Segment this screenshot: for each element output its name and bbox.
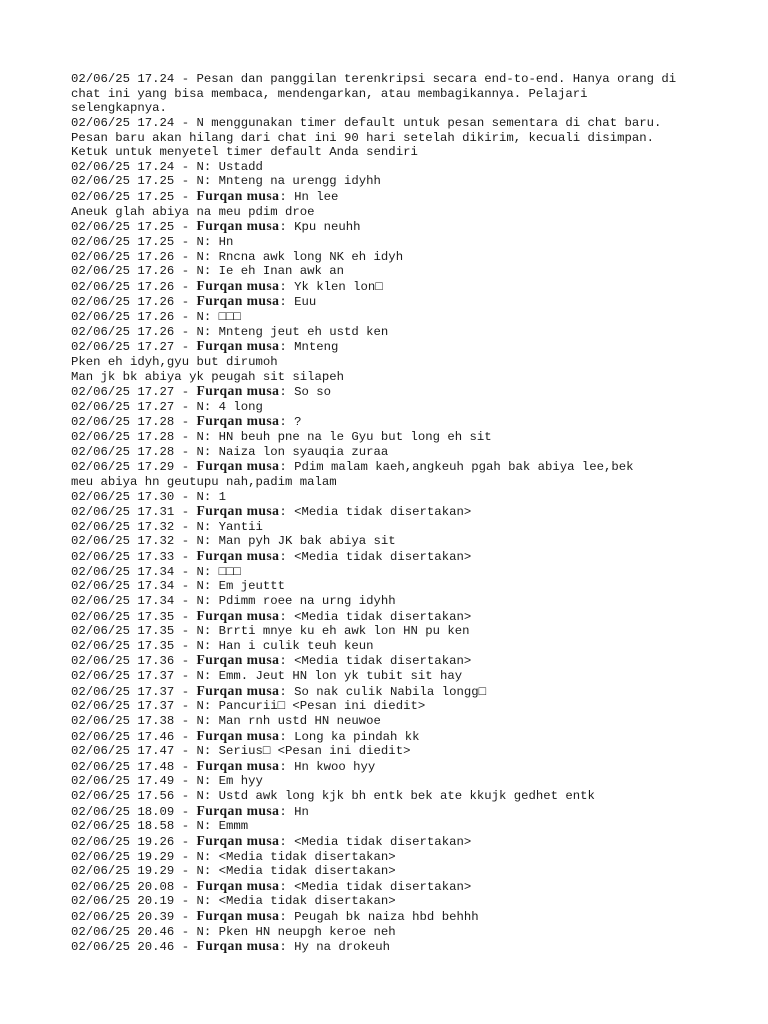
sender-name: Furqan musa (196, 607, 280, 623)
log-timestamp-prefix: 02/06/25 17.27 - (71, 385, 197, 400)
log-line: selengkapnya. (71, 101, 167, 116)
log-line: 02/06/25 17.56 - N: Ustd awk long kjk bh entk bek ate kkujk gedhet entk (71, 789, 595, 803)
sender-name: Furqan musa (196, 652, 280, 668)
log-line: 02/06/25 18.58 - N: Emmm (71, 819, 249, 834)
log-timestamp-prefix: 02/06/25 17.46 - (71, 729, 197, 744)
message-text: : <Media tidak disertakan> (279, 834, 472, 849)
log-line: 02/06/25 17.25 - N: Hn (71, 234, 234, 249)
log-line (71, 189, 711, 205)
sender-name: Furqan musa (196, 277, 280, 293)
log-line: 02/06/25 17.37 - N: Emm. Jeut HN lon yk tubit sit hay (71, 669, 463, 683)
sender-name: Furqan musa (196, 877, 280, 893)
log-line: 02/06/25 20.46 - N: Pken HN neupgh keroe neh (71, 924, 396, 939)
log-timestamp-prefix: 02/06/25 17.36 - (71, 654, 197, 669)
log-line: 02/06/25 17.49 - N: Em hyy (71, 774, 263, 789)
log-line: 02/06/25 19.29 - N: <Media tidak disertakan> (71, 864, 396, 879)
log-line: 02/06/25 17.24 - Pesan dan panggilan terenkripsi secara end-to-end. Hanya orang di (71, 72, 677, 86)
sender-name: Furqan musa (196, 383, 280, 399)
log-timestamp-prefix: 02/06/25 17.28 - (71, 415, 197, 430)
log-line: 02/06/25 17.27 - N: 4 long (71, 399, 263, 414)
log-timestamp-prefix: 02/06/25 17.33 - (71, 550, 197, 564)
log-line: 02/06/25 17.37 - N: Pancurii□ <Pesan ini diedit> (71, 699, 426, 714)
log-timestamp-prefix: 02/06/25 17.26 - (71, 295, 197, 310)
log-line (71, 339, 711, 355)
message-text: : Hn kwoo hyy (279, 759, 376, 774)
log-timestamp-prefix: 02/06/25 18.09 - (71, 804, 197, 819)
sender-name: Furqan musa (196, 188, 280, 203)
message-text: : Long ka pindah kk (279, 729, 420, 744)
sender-name: Furqan musa (196, 503, 280, 519)
message-text: : <Media tidak disertakan> (279, 609, 472, 624)
log-line: Ketuk untuk menyetel timer default Anda sendiri (71, 145, 418, 160)
log-line: 02/06/25 17.35 - N: Han i culik teuh keun (71, 638, 374, 653)
log-line: 02/06/25 17.28 - N: HN beuh pne na le Gyu but long eh sit (71, 430, 492, 444)
message-text: : <Media tidak disertakan> (279, 654, 472, 669)
log-line: meu abiya hn geutupu nah,padim malam (71, 474, 337, 489)
log-timestamp-prefix: 02/06/25 17.29 - (71, 460, 197, 475)
sender-name: Furqan musa (196, 338, 280, 354)
log-timestamp-prefix: 02/06/25 17.27 - (71, 340, 197, 355)
log-line (71, 384, 711, 400)
log-timestamp-prefix: 02/06/25 20.46 - (71, 940, 197, 955)
log-timestamp-prefix: 02/06/25 17.31 - (71, 505, 197, 520)
log-line (71, 684, 711, 700)
log-line: 02/06/25 17.26 - N: Rncna awk long NK eh idyh (71, 249, 404, 264)
message-text: : <Media tidak disertakan> (279, 879, 472, 894)
log-timestamp-prefix: 02/06/25 17.25 - (71, 220, 197, 235)
log-timestamp-prefix: 02/06/25 17.25 - (71, 190, 197, 204)
log-timestamp-prefix: 02/06/25 20.39 - (71, 910, 197, 924)
log-line (71, 294, 711, 310)
log-line: 02/06/25 17.38 - N: Man rnh ustd HN neuwoe (71, 713, 381, 728)
log-line (71, 759, 711, 775)
log-line: 02/06/25 19.29 - N: <Media tidak disertakan> (71, 849, 396, 864)
log-line: chat ini yang bisa membaca, mendengarkan, atau membagikannya. Pelajari (71, 86, 588, 101)
message-text: : Euu (279, 295, 317, 310)
log-line (71, 609, 711, 625)
message-text: : Hy na drokeuh (279, 940, 391, 955)
log-line (71, 504, 711, 520)
log-line (71, 653, 711, 669)
message-text: : Mnteng (279, 340, 339, 355)
log-line: Aneuk glah abiya na meu pdim droe (71, 204, 315, 219)
log-line (71, 909, 711, 925)
message-text: : <Media tidak disertakan> (279, 550, 472, 564)
log-line: 02/06/25 17.26 - N: □□□ (71, 310, 241, 324)
log-line: 02/06/25 17.35 - N: Brrti mnye ku eh awk lon HN pu ken (71, 624, 470, 639)
log-line: 02/06/25 17.24 - N: Ustadd (71, 159, 263, 174)
message-text: : So so (279, 385, 331, 400)
log-line: 02/06/25 17.28 - N: Naiza lon syauqia zuraa (71, 444, 389, 459)
log-timestamp-prefix: 02/06/25 20.08 - (71, 879, 197, 894)
log-line: 02/06/25 20.19 - N: <Media tidak disertakan> (71, 894, 396, 909)
message-text: : Yk klen lon□ (279, 279, 383, 294)
message-text: : Hn lee (279, 190, 339, 204)
sender-name: Furqan musa (196, 293, 280, 309)
sender-name: Furqan musa (196, 802, 280, 818)
message-text: : Hn (279, 804, 309, 819)
sender-name: Furqan musa (196, 458, 280, 474)
log-line: 02/06/25 17.34 - N: Pdimm roee na urng idyhh (71, 593, 396, 608)
log-line: 02/06/25 17.34 - N: □□□ (71, 564, 241, 579)
sender-name: Furqan musa (196, 727, 280, 743)
sender-name: Furqan musa (196, 218, 280, 234)
log-line (71, 219, 711, 235)
log-line: 02/06/25 17.30 - N: 1 (71, 489, 226, 504)
log-line (71, 879, 711, 895)
sender-name: Furqan musa (196, 832, 280, 848)
message-text: : Pdim malam kaeh,angkeuh pgah bak abiya lee,bek (279, 460, 634, 475)
log-line (71, 414, 711, 430)
message-text: : Kpu neuhh (279, 220, 361, 235)
sender-name: Furqan musa (196, 413, 280, 429)
log-line: 02/06/25 17.25 - N: Mnteng na urengg idyhh (71, 174, 381, 189)
log-line: Man jk bk abiya yk peugah sit silapeh (71, 369, 345, 384)
log-line: 02/06/25 17.47 - N: Serius□ <Pesan ini diedit> (71, 744, 411, 759)
log-line: Pesan baru akan hilang dari chat ini 90 hari setelah dikirim, kecuali disimpan. (71, 130, 654, 145)
log-line (71, 834, 711, 850)
message-text: : So nak culik Nabila longg□ (279, 684, 486, 699)
log-line: 02/06/25 17.34 - N: Em jeuttt (71, 579, 286, 594)
log-line: 02/06/25 17.32 - N: Yantii (71, 519, 263, 534)
log-line: 02/06/25 17.26 - N: Mnteng jeut eh ustd ken (71, 324, 389, 339)
log-line: 02/06/25 17.24 - N menggunakan timer default untuk pesan sementara di chat baru. (71, 115, 662, 130)
log-line (71, 459, 711, 475)
sender-name: Furqan musa (196, 757, 280, 773)
message-text: : Peugah bk naiza hbd behhh (279, 910, 479, 924)
message-text: : <Media tidak disertakan> (279, 505, 472, 520)
log-line (71, 549, 711, 565)
sender-name: Furqan musa (196, 548, 280, 563)
log-timestamp-prefix: 02/06/25 19.26 - (71, 834, 197, 849)
message-text: : ? (279, 415, 302, 430)
log-line: Pken eh idyh,gyu but dirumoh (71, 354, 278, 369)
log-timestamp-prefix: 02/06/25 17.35 - (71, 609, 197, 624)
log-timestamp-prefix: 02/06/25 17.37 - (71, 684, 197, 699)
log-line (71, 939, 711, 955)
log-timestamp-prefix: 02/06/25 17.48 - (71, 759, 197, 774)
log-line (71, 804, 711, 820)
log-line: 02/06/25 17.32 - N: Man pyh JK bak abiya sit (71, 534, 396, 549)
log-line (71, 279, 711, 295)
sender-name: Furqan musa (196, 682, 280, 698)
log-line: 02/06/25 17.26 - N: Ie eh Inan awk an (71, 264, 345, 279)
chat-log-text (71, 72, 711, 955)
log-line (71, 729, 711, 745)
log-timestamp-prefix: 02/06/25 17.26 - (71, 279, 197, 294)
sender-name: Furqan musa (196, 938, 280, 954)
sender-name: Furqan musa (196, 908, 280, 923)
